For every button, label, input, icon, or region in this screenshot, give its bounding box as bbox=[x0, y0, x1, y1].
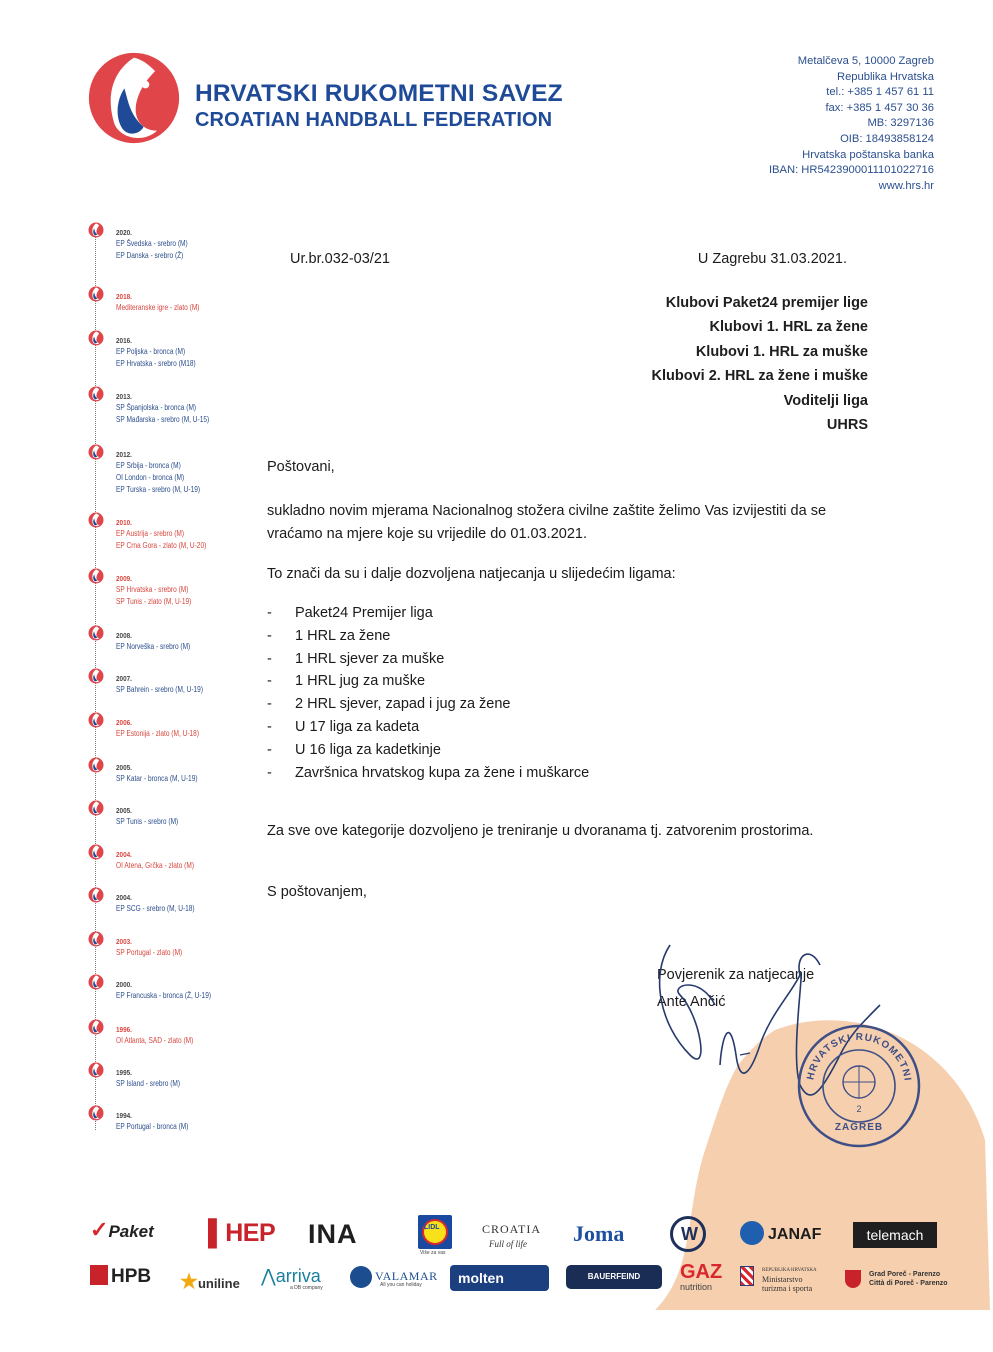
handball-player-icon bbox=[88, 330, 104, 346]
sponsor-molten: molten bbox=[450, 1265, 549, 1291]
handball-player-icon bbox=[88, 386, 104, 402]
timeline-event: EP Turska - srebro (M, U-19) bbox=[116, 485, 201, 494]
contact-bank: Hrvatska poštanska banka bbox=[802, 148, 934, 161]
timeline-year: 2006. bbox=[116, 718, 132, 727]
closing: S poštovanjem, bbox=[267, 884, 367, 900]
timeline-event: EP Poljska - bronca (M) bbox=[116, 347, 186, 356]
sponsor-joma: Joma bbox=[573, 1221, 625, 1246]
list-item: - U 17 liga za kadeta bbox=[267, 716, 589, 739]
timeline-event: SP Španjolska - bronca (M) bbox=[116, 403, 197, 412]
timeline-event: EP Estonija - zlato (M, U-18) bbox=[116, 729, 199, 738]
contact-mb: MB: 3297136 bbox=[867, 117, 934, 130]
timeline-year: 2005. bbox=[116, 763, 132, 772]
timeline-event: SP Mađarska - srebro (M, U-15) bbox=[116, 415, 210, 424]
timeline-year: 1996. bbox=[116, 1025, 132, 1034]
list-item: - Paket24 Premijer liga bbox=[267, 602, 589, 625]
croatia-tagline: Full of life bbox=[489, 1239, 527, 1249]
sponsor-gaz: GAZ bbox=[680, 1261, 723, 1283]
sponsor-lidl-logo: LIDL bbox=[418, 1215, 452, 1249]
timeline-event: OI London - bronca (M) bbox=[116, 473, 185, 482]
contact-fax: fax: +385 1 457 30 36 bbox=[825, 101, 934, 114]
sponsor-porec: Grad Poreč - Parenzo Città di Poreč - Parenzo bbox=[845, 1270, 948, 1288]
timeline-year: 2020. bbox=[116, 228, 132, 237]
timeline-year: 2016. bbox=[116, 336, 132, 345]
star-icon: ★ bbox=[180, 1271, 198, 1293]
reference-number: Ur.br.032-03/21 bbox=[290, 251, 390, 267]
org-name-croatian: HRVATSKI RUKOMETNI SAVEZ bbox=[195, 80, 563, 107]
sponsor-volkswagen: W bbox=[670, 1216, 706, 1252]
sponsor-uniline: ★uniline bbox=[180, 1271, 240, 1293]
gaz-tagline: nutrition bbox=[680, 1282, 713, 1292]
timeline-year: 2004. bbox=[116, 850, 132, 859]
handball-player-icon bbox=[88, 974, 104, 990]
list-item: - Završnica hrvatskog kupa za žene i muškarce bbox=[267, 762, 589, 785]
handball-player-icon bbox=[88, 757, 104, 773]
org-name-english: CROATIAN HANDBALL FEDERATION bbox=[195, 109, 553, 131]
timeline-year: 2004. bbox=[116, 893, 132, 902]
sponsor-paket24: ✓Paket bbox=[90, 1217, 154, 1242]
recipient: Klubovi 2. HRL za žene i muške bbox=[651, 368, 868, 385]
letter-date: U Zagrebu 31.03.2021. bbox=[697, 251, 847, 267]
contact-iban: IBAN: HR5423900011101022716 bbox=[768, 164, 934, 177]
timeline-event: SP Tunis - srebro (M) bbox=[116, 817, 179, 826]
recipient: Klubovi 1. HRL za muške bbox=[695, 343, 868, 360]
sponsor-hep: ▌HEP bbox=[208, 1219, 276, 1247]
sponsor-arriva: ⋀arriva bbox=[261, 1266, 321, 1286]
sponsor-bauerfeind: BAUERFEIND bbox=[566, 1265, 662, 1289]
paket-mark-icon: ✓ bbox=[90, 1217, 109, 1242]
contact-oib: OIB: 18493858124 bbox=[840, 132, 934, 145]
stamp-number: 2 bbox=[856, 1104, 862, 1114]
handball-player-icon bbox=[88, 444, 104, 460]
list-item: - 1 HRL jug za muške bbox=[267, 670, 589, 693]
timeline-event: EP Hrvatska - srebro (M18) bbox=[116, 359, 196, 368]
recipients-block bbox=[652, 291, 869, 437]
sponsor-ministry: REPUBLIKA HRVATSKA Ministarstvo turizma i sporta bbox=[740, 1266, 817, 1293]
timeline-event: EP Austrija - srebro (M) bbox=[116, 529, 185, 538]
timeline-event: EP SCG - srebro (M, U-18) bbox=[116, 904, 195, 913]
arriva-tagline: a DB company bbox=[290, 1285, 323, 1291]
timeline-event: OI Atlanta, SAD - zlato (M) bbox=[116, 1036, 194, 1045]
handball-player-icon bbox=[88, 512, 104, 528]
handball-player-icon bbox=[88, 844, 104, 860]
handball-player-icon bbox=[88, 568, 104, 584]
timeline-year: 2000. bbox=[116, 980, 132, 989]
timeline-event: SP Island - srebro (M) bbox=[116, 1079, 181, 1088]
porec-crest-icon bbox=[845, 1270, 861, 1288]
timeline-event: EP Francuska - bronca (Ž, U-19) bbox=[116, 991, 212, 1000]
handball-player-icon bbox=[88, 286, 104, 302]
stamp-city: ZAGREB bbox=[834, 1122, 884, 1133]
timeline-year: 2018. bbox=[116, 292, 132, 301]
achievements-timeline bbox=[86, 222, 246, 1142]
timeline-year: 2009. bbox=[116, 574, 132, 583]
sponsor-croatia: CROATIA bbox=[482, 1222, 542, 1236]
valamar-tagline: All you can holiday bbox=[380, 1282, 422, 1288]
league-list bbox=[267, 602, 589, 784]
handball-player-icon bbox=[88, 1019, 104, 1035]
timeline-year: 1994. bbox=[116, 1111, 132, 1120]
handball-player-icon bbox=[88, 712, 104, 728]
valamar-icon bbox=[350, 1266, 372, 1288]
stamp-arc-text: HRVATSKI RUKOMETNI bbox=[805, 1031, 913, 1083]
handball-player-icon bbox=[88, 887, 104, 903]
timeline-year: 2012. bbox=[116, 450, 132, 459]
handball-player-icon bbox=[88, 668, 104, 684]
recipient: Klubovi Paket24 premijer lige bbox=[665, 295, 868, 311]
timeline-event: EP Srbija - bronca (M) bbox=[116, 461, 181, 470]
recipient: UHRS bbox=[826, 417, 868, 434]
sponsor-valamar: VALAMAR bbox=[350, 1266, 438, 1288]
timeline-year: 2005. bbox=[116, 806, 132, 815]
hrs-logo bbox=[86, 50, 182, 146]
timeline-event: EP Portugal - bronca (M) bbox=[116, 1122, 189, 1131]
list-item: - 1 HRL za žene bbox=[267, 625, 589, 648]
handball-player-icon bbox=[88, 1105, 104, 1121]
list-item: - 1 HRL sjever za muške bbox=[267, 648, 589, 671]
timeline-year: 2007. bbox=[116, 674, 132, 683]
signatory-name: Ante Ančić bbox=[657, 994, 726, 1010]
timeline-event: SP Bahrein - srebro (M, U-19) bbox=[116, 685, 204, 694]
recipient: Klubovi 1. HRL za žene bbox=[709, 319, 868, 336]
coat-of-arms-icon bbox=[740, 1266, 754, 1286]
signatory-title: Povjerenik za natjecanje bbox=[657, 967, 815, 983]
recipient: Voditelji liga bbox=[783, 392, 868, 409]
contact-country: Republika Hrvatska bbox=[836, 70, 934, 83]
contact-address: Metalčeva 5, 10000 Zagreb bbox=[797, 55, 934, 67]
timeline-event: EP Švedska - srebro (M) bbox=[116, 239, 188, 248]
paragraph-training: Za sve ove kategorije dozvoljeno je treniranje u dvoranama tj. zatvorenim prostorima. bbox=[267, 823, 814, 839]
timeline-year: 2003. bbox=[116, 937, 132, 946]
sponsor-ina: INA bbox=[308, 1219, 358, 1249]
timeline-event: EP Norveška - srebro (M) bbox=[116, 642, 191, 651]
timeline-event: OI Atena, Grčka - zlato (M) bbox=[116, 861, 195, 870]
timeline-year: 2008. bbox=[116, 631, 132, 640]
timeline-event: SP Portugal - zlato (M) bbox=[116, 948, 183, 957]
contact-block bbox=[769, 54, 934, 194]
timeline-event: EP Danska - srebro (Ž) bbox=[116, 251, 184, 260]
contact-phone: tel.: +385 1 457 61 11 bbox=[826, 86, 934, 99]
handball-player-icon bbox=[88, 1062, 104, 1078]
handball-player-icon bbox=[88, 625, 104, 641]
official-stamp bbox=[795, 1022, 923, 1150]
janaf-icon bbox=[740, 1221, 764, 1245]
list-item: - U 16 liga za kadetkinje bbox=[267, 739, 589, 762]
svg-text:HRVATSKI RUKOMETNI SAVEZ bbox=[795, 1022, 913, 1086]
timeline-year: 2010. bbox=[116, 518, 132, 527]
timeline-year: 1995. bbox=[116, 1068, 132, 1077]
lidl-tagline: Više za vas bbox=[420, 1250, 446, 1256]
hpb-icon bbox=[90, 1265, 108, 1285]
paragraph-intro: sukladno novim mjerama Nacionalnog stožera civilne zaštite želimo Vas izvijestiti da se vraćamo na mjere koje su vrijedile do 01.03.2021. bbox=[267, 503, 827, 542]
timeline-event: SP Katar - bronca (M, U-19) bbox=[116, 774, 198, 783]
timeline-event: Mediteranske igre - zlato (M) bbox=[116, 303, 200, 312]
sponsor-hpb: HPB bbox=[90, 1266, 151, 1288]
organization-name bbox=[195, 80, 563, 132]
handball-player-icon bbox=[88, 222, 104, 238]
timeline-event: SP Tunis - zlato (M, U-19) bbox=[116, 597, 192, 606]
handball-player-icon bbox=[88, 800, 104, 816]
sponsor-telemach: telemach bbox=[853, 1222, 937, 1248]
handball-player-icon bbox=[88, 931, 104, 947]
timeline-event: EP Crna Gora - zlato (M, U-20) bbox=[116, 541, 207, 550]
timeline-year: 2013. bbox=[116, 392, 132, 401]
greeting: Poštovani, bbox=[267, 459, 335, 475]
contact-website: www.hrs.hr bbox=[878, 179, 934, 192]
list-item: - 2 HRL sjever, zapad i jug za žene bbox=[267, 693, 589, 716]
paragraph-leagues-intro: To znači da su i dalje dozvoljena natjecanja u slijedećim ligama: bbox=[267, 566, 676, 582]
timeline-event: SP Hrvatska - srebro (M) bbox=[116, 585, 189, 594]
sponsor-janaf: JANAF bbox=[740, 1223, 821, 1247]
